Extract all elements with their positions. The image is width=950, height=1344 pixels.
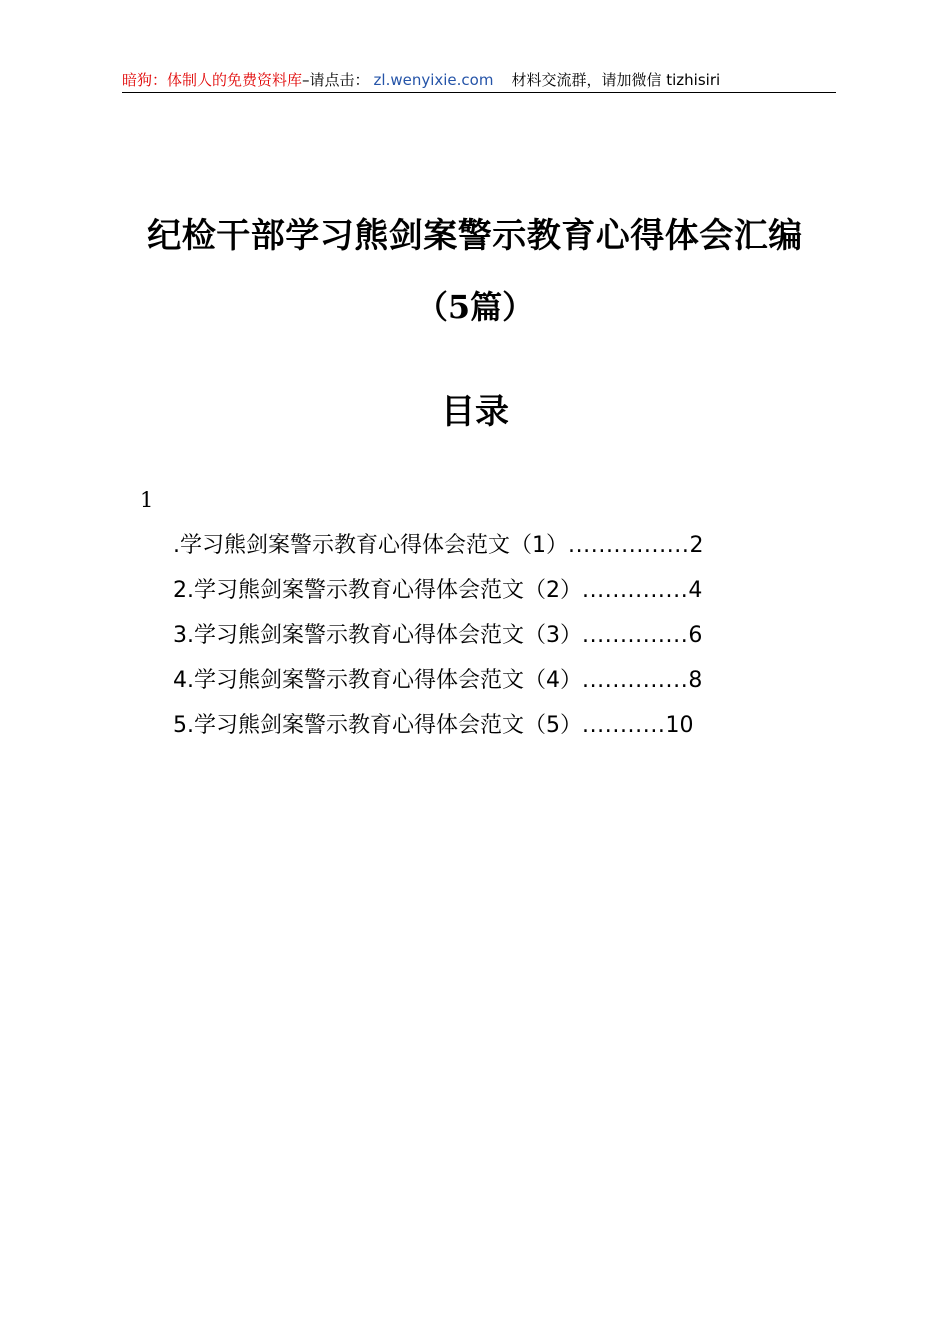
header-site-name: 暗狗：体制人的免费资料库 [122,71,303,89]
toc-entry[interactable] [173,528,704,573]
toc-entry-label: 2.学习熊剑案警示教育心得体会范文（2） [173,578,582,603]
toc-entry-label: 3.学习熊剑案警示教育心得体会范文（3） [173,623,582,648]
header-link[interactable]: zl.wenyixie.com [373,71,494,89]
toc-entry-page: 2 [689,533,704,558]
document-subtitle: （5篇） [415,288,535,326]
table-of-contents [173,528,704,753]
header-wechat-note: 材料交流群，请加微信 tizhisiri [511,71,721,89]
toc-entry[interactable] [173,573,704,618]
toc-entry[interactable] [173,663,704,708]
toc-entry-label: .学习熊剑案警示教育心得体会范文（1） [173,533,568,558]
toc-entry[interactable] [173,708,704,753]
toc-entry-page: 10 [665,713,694,738]
toc-entry-label: 5.学习熊剑案警示教育心得体会范文（5） [173,713,582,738]
toc-entry-leader: ................ [568,533,690,558]
toc-entry-leader: .............. [582,623,689,648]
toc-entry-page: 4 [688,578,703,603]
toc-entry-leader: ........... [582,713,666,738]
header-click-prompt: –请点击： [302,71,370,89]
toc-entry-leader: .............. [582,578,689,603]
toc-entry-leader: .............. [582,668,689,693]
toc-heading: 目录 [441,392,509,432]
page-header [122,68,836,93]
toc-entry-page: 6 [688,623,703,648]
toc-entry-page: 8 [688,668,703,693]
stray-number: 1 [140,488,154,512]
document-title: 纪检干部学习熊剑案警示教育心得体会汇编 [147,216,803,256]
toc-entry[interactable] [173,618,704,663]
toc-entry-label: 4.学习熊剑案警示教育心得体会范文（4） [173,668,582,693]
